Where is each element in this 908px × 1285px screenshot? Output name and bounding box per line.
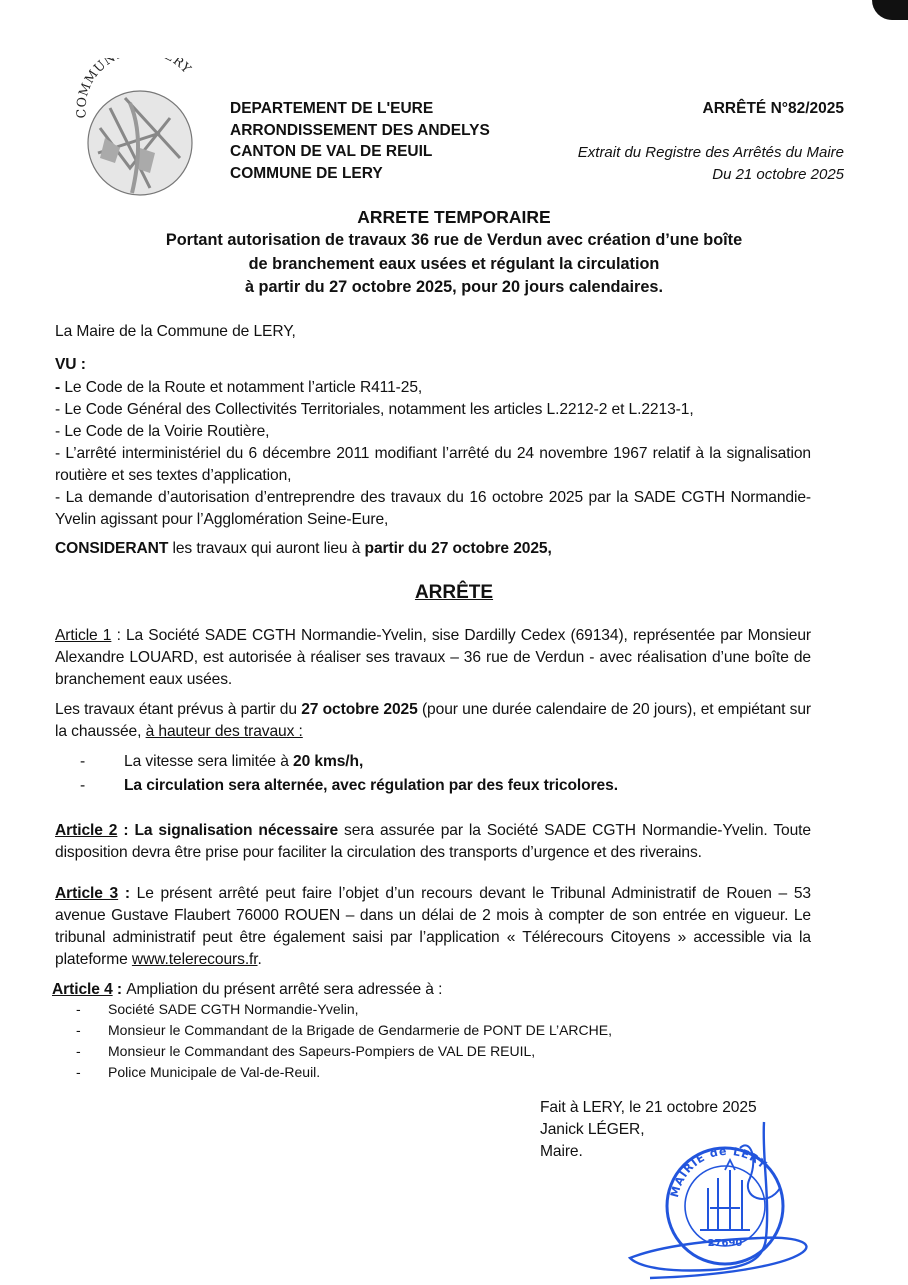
vu-item: - Le Code de la Route et notamment l’article R411-25,: [55, 379, 423, 396]
vu-item-text: L’arrêté interministériel du 6 décembre 2011 modifiant l’arrêté du 24 novembre 1967 relatif à la signalisation routière et ses textes d’application,: [55, 445, 811, 484]
vu-item-text: Le Code de la Voirie Routière,: [64, 423, 270, 440]
recipient-text: Police Municipale de Val-de-Reuil.: [108, 1064, 321, 1080]
article-1-p2-mid: (pour une durée calendaire de 20 jours), et empiétant sur la chaussée,: [55, 701, 812, 740]
vu-item: - La demande d’autorisation d’entreprendre des travaux du 16 octobre 2025 par la SADE CGTH Normandie-Yvelin agissant pour l’Agglomération Seine-Eure,: [55, 489, 811, 528]
header-administration: [230, 98, 490, 184]
logo-ring-text: COMMUN RY: [73, 58, 195, 119]
considerant-label: CONSIDERANT: [55, 540, 169, 557]
header-departement: DEPARTEMENT DE L'EURE: [230, 100, 434, 117]
article-3-end: .: [257, 951, 262, 968]
signature-name: Janick LÉGER,: [540, 1121, 645, 1138]
title-line-1: Portant autorisation de travaux 36 rue de Verdun avec création d’une boîte: [165, 231, 743, 249]
article-3: Article 3 : Le présent arrêté peut faire l’objet d’un recours devant le Tribunal Administratif de Rouen – 53 avenue Gustave Flaubert 76000 ROUEN – dans un délai de 2 mois à compter de son entrée en vigueur. Le tribunal administratif peut être également saisi par l’application « Télérecours Citoyens » accessible via la plateforme www.telerecours.fr.: [55, 885, 811, 968]
recipient-item: - Monsieur le Commandant des Sapeurs-Pompiers de VAL DE REUIL,: [76, 1043, 536, 1059]
article-1-label: Article 1: [55, 627, 112, 644]
header-extrait: Extrait du Registre des Arrêtés du Maire: [577, 144, 844, 161]
article-2-text: sera assurée par la Société SADE CGTH Normandie-Yvelin. Toute disposition devra être prise pour faciliter la circulation des transports d’urgence et des riverains.: [55, 822, 811, 861]
article-4-recipients: [76, 999, 612, 1083]
vu-item: - L’arrêté interministériel du 6 décembre 2011 modifiant l’arrêté du 24 novembre 1967 relatif à la signalisation routière et ses textes d’application,: [55, 445, 811, 484]
header-arrondissement: ARRONDISSEMENT DES ANDELYS: [230, 121, 490, 139]
article-2: Article 2 : La signalisation nécessaire sera assurée par la Société SADE CGTH Normandie-Yvelin. Toute disposition devra être prise pour faciliter la circulation des transports d’urgence et des riverains.: [55, 822, 811, 861]
page-corner-shadow: [872, 0, 908, 20]
article-1-bullet: - La vitesse sera limitée à 20 kms/h,: [80, 753, 364, 770]
arrete-heading: ARRÊTE: [414, 582, 494, 603]
article-3-text: Le présent arrêté peut faire l’objet d’un recours devant le Tribunal Administratif de Rouen – 53 avenue Gustave Flaubert 76000 ROUEN – dans un délai de 2 mois à compter de son entrée en vigueur. Le tribunal administratif peut être également saisi par l’application « Télérecours Citoyens » accessible via la plateforme: [55, 885, 811, 968]
article-1-paragraph-2: [55, 699, 811, 743]
stamp-code: 27690: [707, 1238, 743, 1249]
telerecours-link[interactable]: www.telerecours.fr: [131, 951, 258, 968]
vu-item: - Le Code de la Voirie Routière,: [55, 423, 270, 440]
arrete-number: ARRÊTÉ N°82/2025: [702, 100, 844, 117]
header-commune: COMMUNE DE LERY: [230, 164, 383, 182]
bullet-bold: La circulation sera alternée, avec régulation par des feux tricolores.: [124, 777, 618, 794]
article-4: Article 4 : Ampliation du présent arrêté sera adressée à :: [52, 981, 443, 998]
considerant: [55, 538, 552, 560]
title-line-2: de branchement eaux usées et régulant la circulation: [248, 254, 660, 273]
document-title: [0, 205, 908, 300]
considerant-date: partir du 27 octobre 2025,: [364, 540, 552, 557]
mairie-stamp: [590, 1118, 890, 1280]
article-4-text: Ampliation du présent arrêté sera adressée à :: [126, 981, 443, 998]
article-1-p2-underlined: à hauteur des travaux :: [145, 723, 303, 740]
considerant-text: les travaux qui auront lieu à: [172, 540, 361, 557]
header-canton: CANTON DE VAL DE REUIL: [230, 143, 433, 160]
vu-list: [55, 377, 811, 531]
title-line-3: à partir du 27 octobre 2025, pour 20 jours calendaires.: [244, 278, 664, 296]
header-registre: [578, 142, 844, 185]
recipient-text: Monsieur le Commandant de la Brigade de Gendarmerie de PONT DE L’ARCHE,: [108, 1022, 612, 1038]
article-2-bold: La signalisation nécessaire: [134, 822, 339, 839]
article-4-label: Article 4: [52, 981, 113, 998]
article-1-text: : La Société SADE CGTH Normandie-Yvelin, sise Dardilly Cedex (69134), représentée par Monsieur Alexandre LOUARD, est autorisée à réaliser ses travaux – 36 rue de Verdun - avec réalisation d’une boîte de branchement eaux usées.: [55, 627, 811, 688]
commune-logo: [70, 58, 208, 198]
title-main: ARRETE TEMPORAIRE: [357, 207, 551, 227]
article-2-label: Article 2: [55, 822, 118, 839]
intro-line: La Maire de la Commune de LERY,: [55, 323, 296, 340]
vu-heading: VU :: [55, 356, 86, 373]
recipient-item: - Police Municipale de Val-de-Reuil.: [76, 1064, 321, 1080]
article-1-bullet: - La circulation sera alternée, avec régulation par des feux tricolores.: [80, 777, 618, 794]
article-3-label: Article 3: [55, 885, 119, 902]
recipient-item: - Société SADE CGTH Normandie-Yvelin,: [76, 1001, 359, 1017]
recipient-item: - Monsieur le Commandant de la Brigade de Gendarmerie de PONT DE L’ARCHE,: [76, 1022, 612, 1038]
stamp-text: MAIRIE de LERY: [667, 1144, 770, 1199]
signature-place-date: Fait à LERY, le 21 octobre 2025: [540, 1099, 757, 1116]
bullet-text: La vitesse sera limitée à: [124, 753, 289, 770]
recipient-text: Monsieur le Commandant des Sapeurs-Pompiers de VAL DE REUIL,: [108, 1043, 536, 1059]
signature-role: Maire.: [540, 1143, 583, 1160]
vu-item-text: Le Code Général des Collectivités Territoriales, notamment les articles L.2212-2 et L.2213-1,: [64, 401, 694, 418]
recipient-text: Société SADE CGTH Normandie-Yvelin,: [108, 1001, 359, 1017]
bullet-bold: 20 kms/h,: [293, 753, 364, 770]
article-1-p2-start: Les travaux étant prévus à partir du: [55, 701, 297, 718]
header-date: Du 21 octobre 2025: [712, 165, 844, 183]
vu-item-text: La demande d’autorisation d’entreprendre des travaux du 16 octobre 2025 par la SADE CGTH Normandie-Yvelin agissant pour l’Agglomération Seine-Eure,: [55, 489, 811, 528]
article-1: [55, 625, 811, 691]
vu-item-text: Le Code de la Route et notamment l’article R411-25,: [64, 379, 423, 396]
vu-item: - Le Code Général des Collectivités Territoriales, notamment les articles L.2212-2 et L.2213-1,: [55, 401, 694, 418]
article-1-p2-date: 27 octobre 2025: [301, 701, 418, 718]
